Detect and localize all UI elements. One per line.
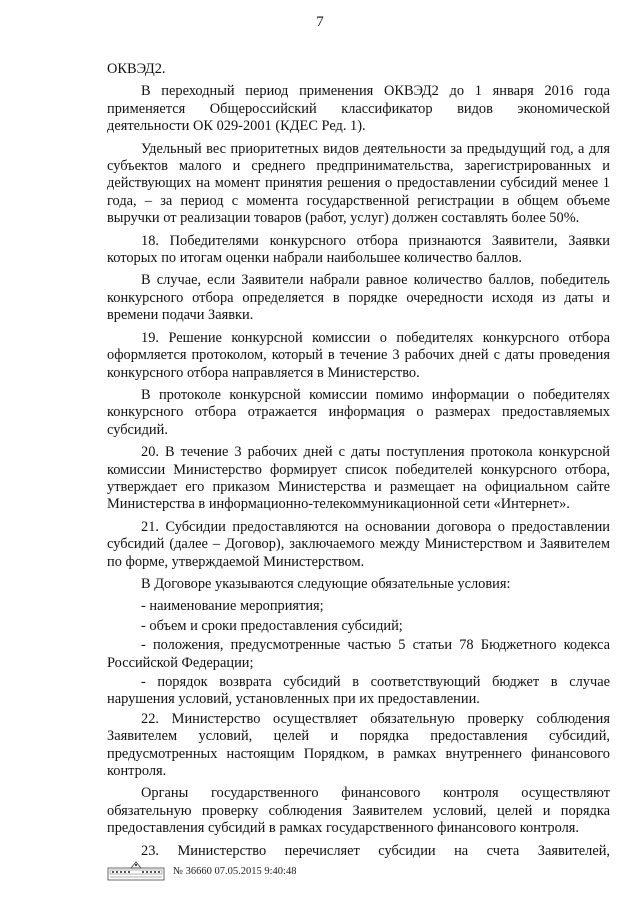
page-number: 7 <box>316 14 324 30</box>
list-item-2: - положения, предусмотренные частью 5 статьи 78 Бюджетного кодекса Российской Федерации; <box>107 637 610 671</box>
paragraph-2: Удельный вес приоритетных видов деятельности за предыдущий год, а для субъектов малого и среднего предпринимательства, зарегистрированных и действующих на момент принятия решения о предоставлении субсидий менее 1 года, – за период с момента государственной регистрации в общем объеме выручки от реализации товаров (работ, услуг) должен составлять более 50%. <box>107 140 610 227</box>
paragraph-0: ОКВЭД2. <box>107 61 166 77</box>
paragraph-6: В протоколе конкурсной комиссии помимо информации о победителях конкурсного отбора отражается информация о размерах предоставляемых субсидий. <box>107 386 610 438</box>
paragraph-8: 21. Субсидии предоставляются на основании договора о предоставлении субсидий (далее – Договор), заключаемого между Министерством и Заявителем по форме, утверждаемой Министерством. <box>107 518 610 570</box>
list-item-3: - порядок возврата субсидий в соответствующий бюджет в случае нарушения условий, установленных при их предоставлении. <box>107 674 610 708</box>
paragraph-14: 22. Министерство осуществляет обязательную проверку соблюдения Заявителем условий, целей и порядка предоставления субсидий, предусмотренных настоящим Порядком, в рамках внутреннего финансового контроля. <box>107 710 610 780</box>
document-body <box>107 61 610 865</box>
paragraph-5: 19. Решение конкурсной комиссии о победителях конкурсного отбора оформляется протоколом, который в течение 3 рабочих дней с даты проведения конкурсного отбора направляется в Министерство. <box>107 329 610 381</box>
paragraph-4: В случае, если Заявители набрали равное количество баллов, победитель конкурсного отбора определяется в порядке очередности исходя из даты и времени подачи Заявки. <box>107 272 610 324</box>
list-item-0: - наименование мероприятия; <box>141 598 324 615</box>
paragraph-9: В Договоре указываются следующие обязательные условия: <box>141 575 511 592</box>
paragraph-1: В переходный период применения ОКВЭД2 до 1 января 2016 года применяется Общероссийский классификатор видов экономической деятельности ОК 029-2001 (КДЕС Ред. 1). <box>107 83 610 135</box>
paragraph-7: 20. В течение 3 рабочих дней с даты поступления протокола конкурсной комиссии Министерство формирует список победителей конкурсного отбора, утверждает его приказом Министерства и размещает на официальном сайте Министерства в информационно-телекоммуникационной сети «Интернет». <box>107 444 610 513</box>
registry-stamp-icon <box>107 860 165 882</box>
registration-number: № 36660 07.05.2015 9:40:48 <box>173 865 297 877</box>
paragraph-16: 23. Министерство перечисляет субсидии на счета Заявителей, <box>141 842 610 859</box>
paragraph-15: Органы государственного финансового контроля осуществляют обязательную проверку соблюдения Заявителем условий, целей и порядка предоставления субсидий в рамках государственного финансового контроля. <box>107 785 610 837</box>
list-item-1: - объем и сроки предоставления субсидий; <box>141 617 403 634</box>
paragraph-3: 18. Победителями конкурсного отбора признаются Заявители, Заявки которых по итогам оценки набрали наибольшее количество баллов. <box>107 232 610 267</box>
registration-footer <box>107 860 296 882</box>
